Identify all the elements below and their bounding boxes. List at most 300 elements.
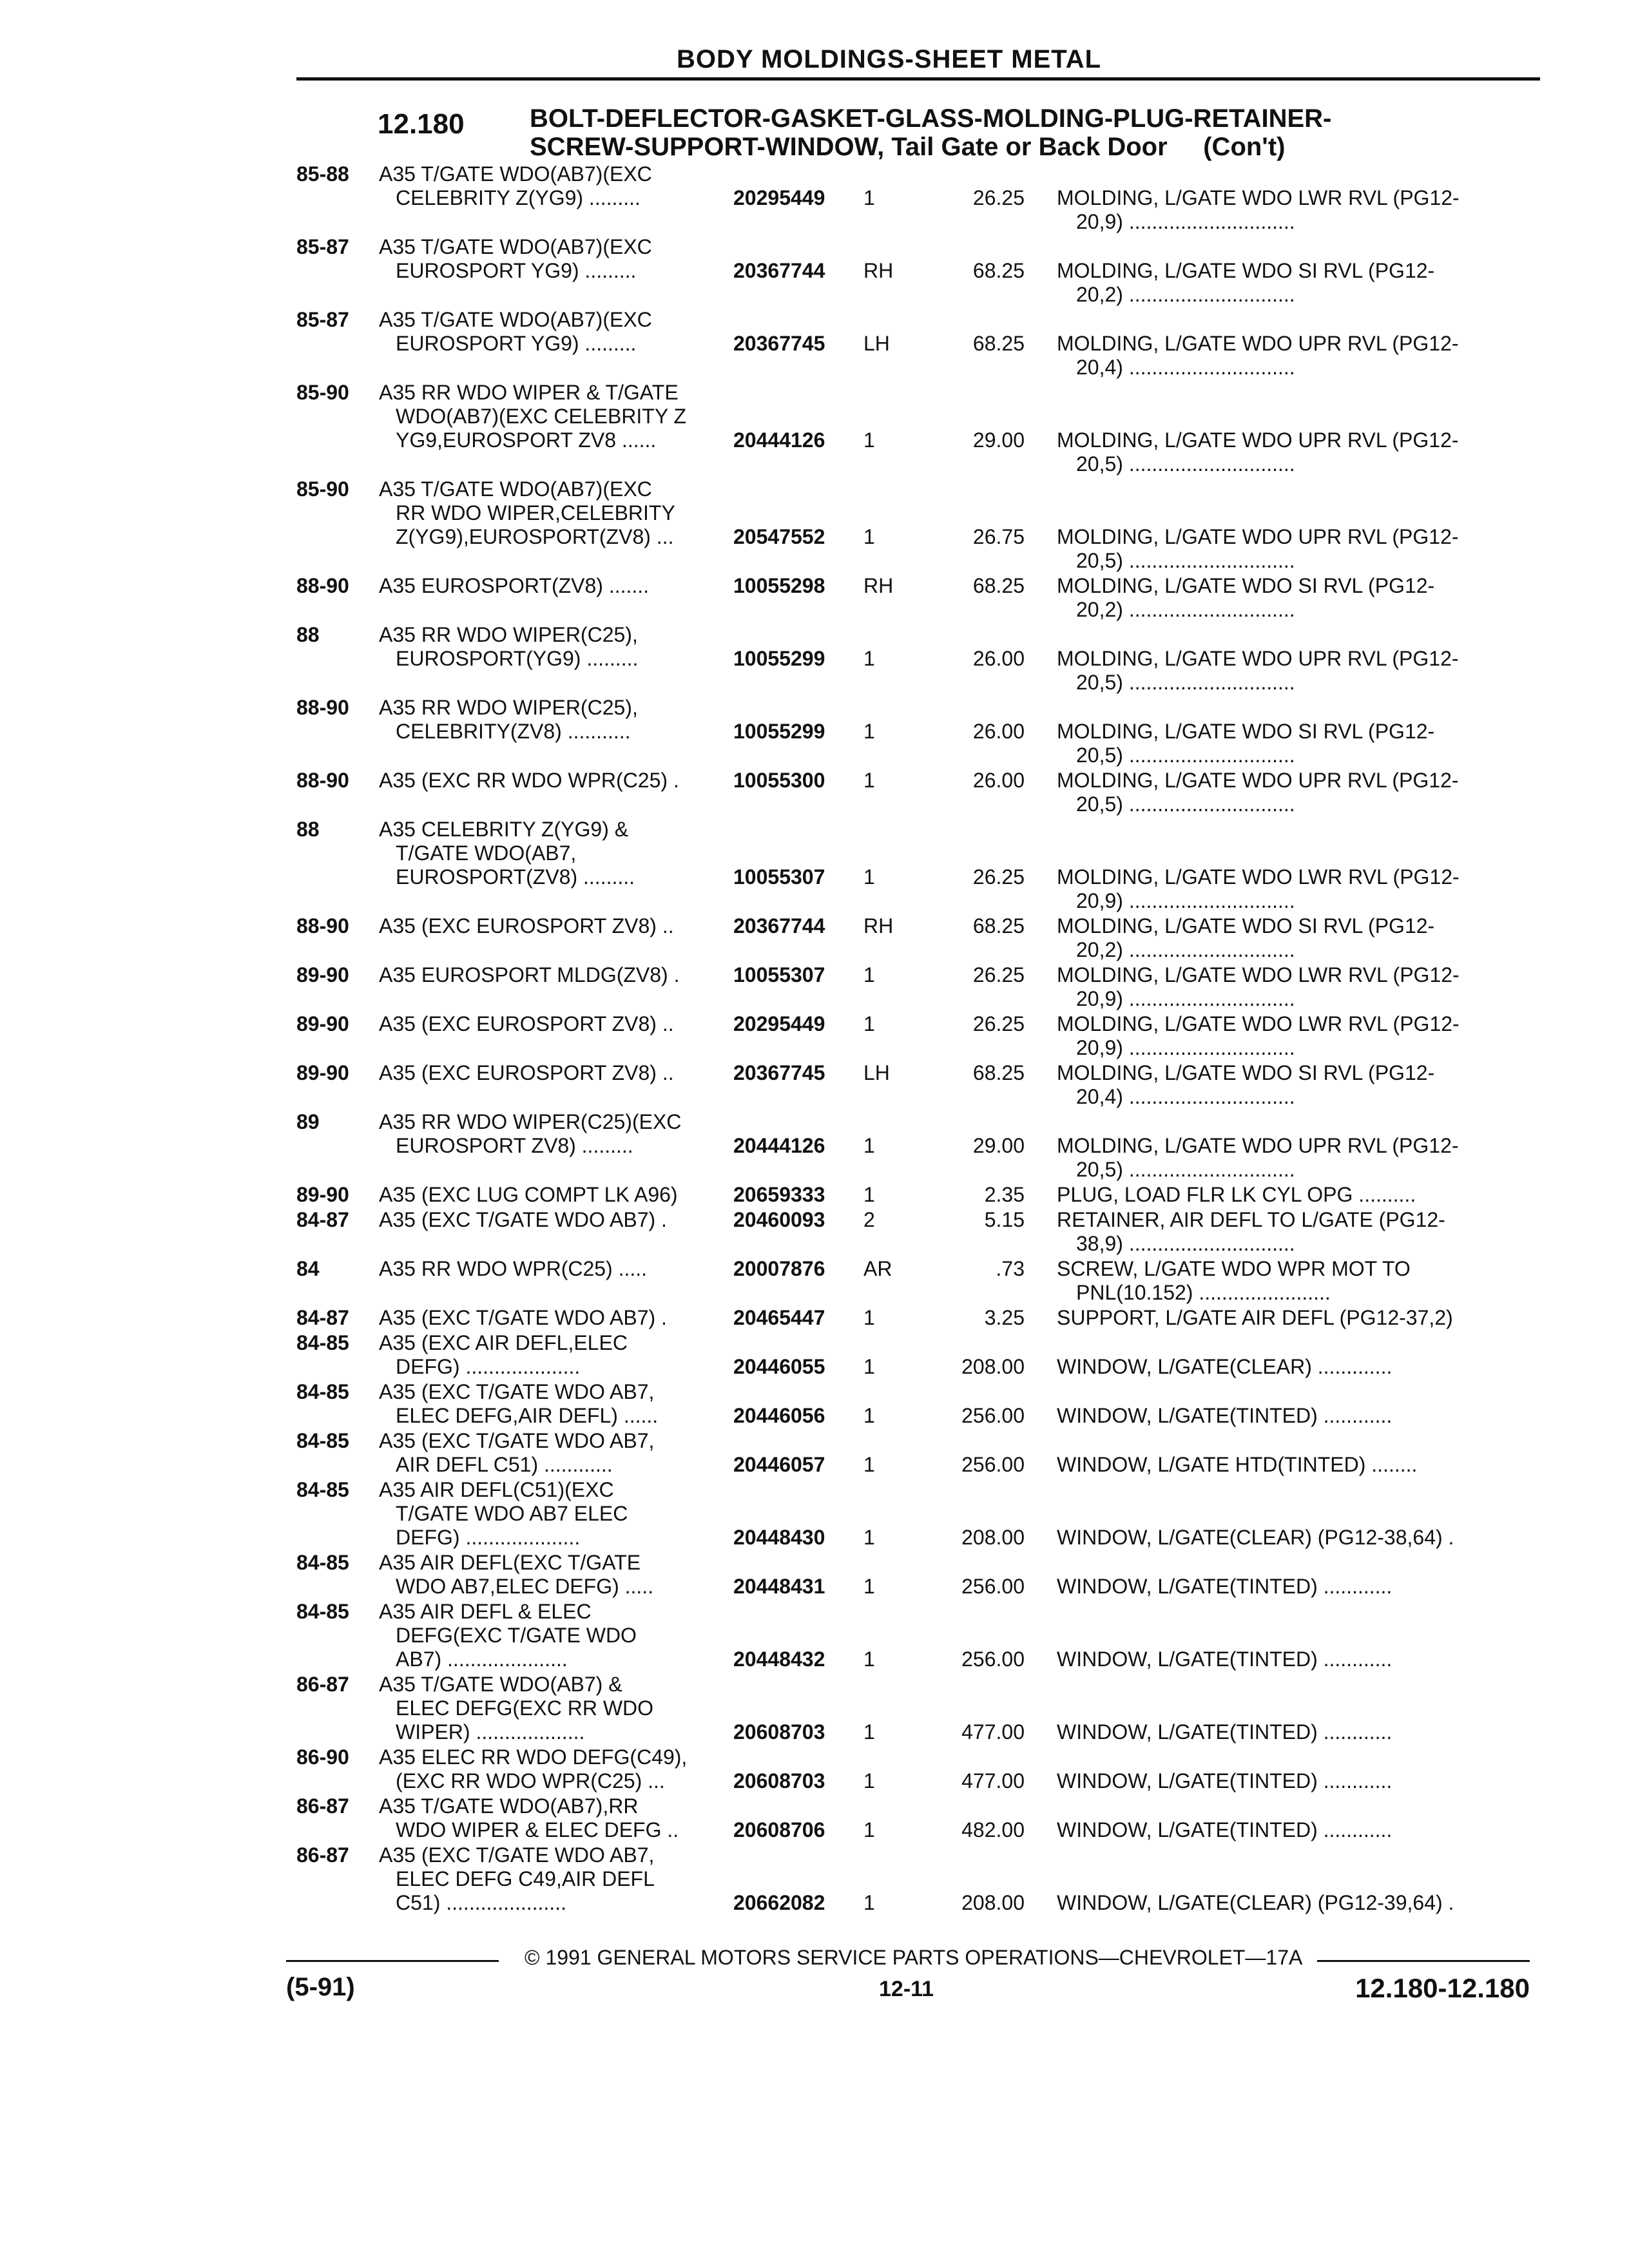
quantity: RH <box>863 259 894 282</box>
description <box>1057 1257 1521 1305</box>
model-years: 86-87 <box>296 1673 349 1696</box>
application-line: CELEBRITY Z(YG9) ......... <box>396 186 641 209</box>
application-line: WDO WIPER & ELEC DEFG .. <box>396 1818 679 1841</box>
model-years: 89-90 <box>296 1012 349 1035</box>
model-years: 88-90 <box>296 769 349 792</box>
description <box>1057 525 1521 573</box>
quantity: 1 <box>863 963 875 986</box>
parts-row <box>0 1478 1629 1551</box>
description-line: SCREW, L/GATE WDO WPR MOT TO <box>1057 1257 1411 1280</box>
price: 26.00 <box>972 769 1025 792</box>
description-line: MOLDING, L/GATE WDO UPR RVL (PG12- <box>1057 428 1459 452</box>
application <box>379 1600 727 1671</box>
model-years: 88-90 <box>296 914 349 937</box>
quantity: RH <box>863 914 894 937</box>
part-number: 20367745 <box>733 332 825 355</box>
parts-row <box>0 1745 1629 1794</box>
application-line: DEFG(EXC T/GATE WDO <box>396 1624 637 1647</box>
quantity: RH <box>863 574 894 597</box>
quantity: 1 <box>863 1769 875 1792</box>
part-number: 20444126 <box>733 1134 825 1157</box>
application-line: A35 RR WDO WIPER(C25), <box>379 623 638 646</box>
footer-copyright: © 1991 GENERAL MOTORS SERVICE PARTS OPERATIONS—CHEVROLET—17A <box>525 1946 1303 1969</box>
description <box>1057 574 1521 622</box>
application-line: A35 T/GATE WDO(AB7)(EXC <box>379 235 652 258</box>
part-number: 20446055 <box>733 1355 825 1378</box>
parts-row <box>0 1257 1629 1306</box>
application <box>379 1061 727 1085</box>
description-line: WINDOW, L/GATE(TINTED) ............ <box>1057 1404 1393 1427</box>
model-years: 89-90 <box>296 1183 349 1206</box>
footer-rule-right <box>1317 1960 1530 1962</box>
application <box>379 1257 727 1281</box>
application-line: EUROSPORT YG9) ......... <box>396 259 637 282</box>
application-line: A35 (EXC T/GATE WDO AB7) . <box>379 1306 667 1329</box>
price: 68.25 <box>972 574 1025 597</box>
price: 477.00 <box>961 1769 1025 1792</box>
part-number: 10055300 <box>733 769 825 792</box>
application <box>379 1331 727 1379</box>
application <box>379 574 727 598</box>
price: 482.00 <box>961 1818 1025 1841</box>
application <box>379 1380 727 1428</box>
description <box>1057 963 1521 1011</box>
application-line: ELEC DEFG(EXC RR WDO <box>396 1696 654 1720</box>
model-years: 84-85 <box>296 1478 349 1501</box>
price: 68.25 <box>972 914 1025 937</box>
part-number: 10055299 <box>733 647 825 670</box>
quantity: 1 <box>863 1720 875 1744</box>
description-line: WINDOW, L/GATE(CLEAR) ............. <box>1057 1355 1393 1378</box>
description-line: MOLDING, L/GATE WDO UPR RVL (PG12- <box>1057 1134 1459 1157</box>
application <box>379 162 727 210</box>
quantity: 1 <box>863 428 875 452</box>
application-line: A35 T/GATE WDO(AB7)(EXC <box>379 162 652 186</box>
description-line: PLUG, LOAD FLR LK CYL OPG .......... <box>1057 1183 1416 1206</box>
footer-section-range: 12.180-12.180 <box>1355 1973 1530 2003</box>
description-line: 20,9) ............................. <box>1076 987 1295 1010</box>
price: 68.25 <box>972 259 1025 282</box>
quantity: 1 <box>863 1526 875 1549</box>
parts-row <box>0 1208 1629 1257</box>
parts-row <box>0 477 1629 574</box>
description <box>1057 1183 1521 1207</box>
parts-row <box>0 1331 1629 1380</box>
description-line: 20,5) ............................. <box>1076 452 1295 476</box>
application <box>379 623 727 671</box>
description <box>1057 1891 1521 1915</box>
application-line: EUROSPORT ZV8) ......... <box>396 1134 633 1157</box>
application-line: A35 RR WDO WPR(C25) ..... <box>379 1257 648 1280</box>
description-line: MOLDING, L/GATE WDO SI RVL (PG12- <box>1057 574 1435 597</box>
part-number: 20448432 <box>733 1648 825 1671</box>
model-years: 88 <box>296 818 320 841</box>
price: 256.00 <box>961 1648 1025 1671</box>
model-years: 85-87 <box>296 235 349 258</box>
application-line: A35 RR WDO WIPER(C25), <box>379 696 638 719</box>
quantity: 1 <box>863 769 875 792</box>
price: 68.25 <box>972 332 1025 355</box>
model-years: 84-85 <box>296 1429 349 1452</box>
description-line: MOLDING, L/GATE WDO UPR RVL (PG12- <box>1057 647 1459 670</box>
description-line: PNL(10.152) ....................... <box>1076 1281 1331 1304</box>
parts-row <box>0 963 1629 1012</box>
quantity: 1 <box>863 1818 875 1841</box>
section-title <box>530 104 1331 161</box>
parts-row <box>0 574 1629 623</box>
parts-row <box>0 1429 1629 1478</box>
quantity: 1 <box>863 1891 875 1914</box>
part-number: 20608703 <box>733 1720 825 1744</box>
quantity: 1 <box>863 1012 875 1035</box>
application-line: CELEBRITY(ZV8) ........... <box>396 720 631 743</box>
description-line: 20,5) ............................. <box>1076 549 1295 572</box>
page-title: BODY MOLDINGS-SHEET METAL <box>677 45 1102 73</box>
model-years: 84-85 <box>296 1551 349 1574</box>
description-line: WINDOW, L/GATE(TINTED) ............ <box>1057 1818 1393 1841</box>
quantity: 1 <box>863 1575 875 1598</box>
parts-row <box>0 1673 1629 1745</box>
price: 26.25 <box>972 1012 1025 1035</box>
part-number: 20007876 <box>733 1257 825 1280</box>
parts-table <box>0 162 1629 1916</box>
application <box>379 477 727 549</box>
price: 68.25 <box>972 1061 1025 1084</box>
part-number: 20444126 <box>733 428 825 452</box>
footer-rule-left <box>286 1960 499 1962</box>
model-years: 89 <box>296 1110 320 1133</box>
part-number: 10055307 <box>733 865 825 889</box>
application-line: A35 (EXC RR WDO WPR(C25) . <box>379 769 679 792</box>
description-line: 20,5) ............................. <box>1076 793 1295 816</box>
description <box>1057 865 1521 913</box>
application-line: WIPER) ................... <box>396 1720 585 1744</box>
parts-row <box>0 696 1629 769</box>
part-number: 20547552 <box>733 525 825 548</box>
part-number: 20608706 <box>733 1818 825 1841</box>
description <box>1057 1575 1521 1599</box>
application-line: (EXC RR WDO WPR(C25) ... <box>396 1769 665 1792</box>
description-line: MOLDING, L/GATE WDO SI RVL (PG12- <box>1057 1061 1435 1084</box>
application-line: A35 T/GATE WDO(AB7)(EXC <box>379 477 652 501</box>
description <box>1057 1526 1521 1550</box>
application-line: A35 (EXC T/GATE WDO AB7, <box>379 1429 655 1452</box>
description <box>1057 1306 1521 1330</box>
application-line: ELEC DEFG,AIR DEFL) ...... <box>396 1404 659 1427</box>
description-line: 20,4) ............................. <box>1076 356 1295 379</box>
price: 256.00 <box>961 1404 1025 1427</box>
description <box>1057 259 1521 307</box>
description-line: 20,5) ............................. <box>1076 744 1295 767</box>
description <box>1057 914 1521 962</box>
application-line: A35 RR WDO WIPER(C25)(EXC <box>379 1110 682 1133</box>
quantity: 1 <box>863 1404 875 1427</box>
parts-row <box>0 1551 1629 1600</box>
parts-row <box>0 1061 1629 1110</box>
description <box>1057 1208 1521 1256</box>
application <box>379 1183 727 1207</box>
application-line: Z(YG9),EUROSPORT(ZV8) ... <box>396 525 674 548</box>
description <box>1057 1012 1521 1060</box>
description-line: MOLDING, L/GATE WDO LWR RVL (PG12- <box>1057 963 1460 986</box>
quantity: 1 <box>863 865 875 889</box>
application <box>379 1551 727 1599</box>
description-line: 20,5) ............................. <box>1076 671 1295 694</box>
description-line: MOLDING, L/GATE WDO SI RVL (PG12- <box>1057 914 1435 937</box>
description-line: 20,5) ............................. <box>1076 1158 1295 1181</box>
model-years: 86-87 <box>296 1794 349 1818</box>
application-line: A35 AIR DEFL & ELEC <box>379 1600 592 1623</box>
price: 256.00 <box>961 1453 1025 1476</box>
price: 208.00 <box>961 1526 1025 1549</box>
application-line: A35 (EXC EUROSPORT ZV8) .. <box>379 914 674 937</box>
description <box>1057 332 1521 380</box>
description-line: WINDOW, L/GATE(TINTED) ............ <box>1057 1648 1393 1671</box>
description <box>1057 1134 1521 1182</box>
application-line: A35 T/GATE WDO(AB7)(EXC <box>379 308 652 331</box>
application <box>379 381 727 452</box>
price: 5.15 <box>984 1208 1025 1231</box>
description-line: RETAINER, AIR DEFL TO L/GATE (PG12- <box>1057 1208 1445 1231</box>
application <box>379 1208 727 1232</box>
application <box>379 1306 727 1330</box>
quantity: 2 <box>863 1208 875 1231</box>
application-line: A35 ELEC RR WDO DEFG(C49), <box>379 1745 688 1769</box>
application-line: A35 (EXC EUROSPORT ZV8) .. <box>379 1061 674 1084</box>
footer-date: (5-91) <box>286 1973 355 2001</box>
model-years: 84 <box>296 1257 320 1280</box>
description-line: 20,9) ............................. <box>1076 889 1295 912</box>
model-years: 85-87 <box>296 308 349 331</box>
price: 26.00 <box>972 720 1025 743</box>
application <box>379 1745 727 1793</box>
application <box>379 308 727 356</box>
model-years: 85-88 <box>296 162 349 186</box>
model-years: 86-90 <box>296 1745 349 1769</box>
model-years: 89-90 <box>296 1061 349 1084</box>
application <box>379 1673 727 1744</box>
part-number: 20608703 <box>733 1769 825 1792</box>
description <box>1057 1769 1521 1793</box>
quantity: 1 <box>863 1453 875 1476</box>
model-years: 84-87 <box>296 1208 349 1231</box>
quantity: 1 <box>863 1355 875 1378</box>
quantity: 1 <box>863 1183 875 1206</box>
quantity: 1 <box>863 720 875 743</box>
application-line: WDO(AB7)(EXC CELEBRITY Z <box>396 405 687 428</box>
description-line: WINDOW, L/GATE(TINTED) ............ <box>1057 1575 1393 1598</box>
quantity: 1 <box>863 186 875 209</box>
model-years: 86-87 <box>296 1843 349 1867</box>
application-line: WDO AB7,ELEC DEFG) ..... <box>396 1575 654 1598</box>
model-years: 89-90 <box>296 963 349 986</box>
description-line: WINDOW, L/GATE HTD(TINTED) ........ <box>1057 1453 1418 1476</box>
application-line: A35 T/GATE WDO(AB7) & <box>379 1673 622 1696</box>
price: 26.00 <box>972 647 1025 670</box>
parts-row <box>0 1843 1629 1916</box>
description <box>1057 186 1521 234</box>
application-line: C51) ..................... <box>396 1891 566 1914</box>
description-line: MOLDING, L/GATE WDO SI RVL (PG12- <box>1057 259 1435 282</box>
price: .73 <box>996 1257 1025 1280</box>
application-line: EUROSPORT(YG9) ......... <box>396 647 639 670</box>
description <box>1057 647 1521 695</box>
description <box>1057 1404 1521 1428</box>
section-title-line-2: SCREW-SUPPORT-WINDOW, Tail Gate or Back Door (Con't) <box>530 133 1286 161</box>
part-number: 20295449 <box>733 1012 825 1035</box>
description-line: WINDOW, L/GATE(TINTED) ............ <box>1057 1769 1393 1792</box>
description-line: 38,9) ............................. <box>1076 1232 1295 1255</box>
part-number: 20465447 <box>733 1306 825 1329</box>
application-line: A35 RR WDO WIPER & T/GATE <box>379 381 679 404</box>
description-line: 20,9) ............................. <box>1076 210 1295 233</box>
part-number: 20367744 <box>733 914 825 937</box>
part-number: 20367744 <box>733 259 825 282</box>
parts-row <box>0 1600 1629 1673</box>
description-line: MOLDING, L/GATE WDO UPR RVL (PG12- <box>1057 525 1459 548</box>
application-line: A35 (EXC LUG COMPT LK A96) <box>379 1183 678 1206</box>
price: 208.00 <box>961 1891 1025 1914</box>
description <box>1057 1453 1521 1477</box>
application <box>379 1429 727 1477</box>
footer-page-number: 12-11 <box>879 1977 934 2001</box>
description-line: 20,2) ............................. <box>1076 938 1295 961</box>
price: 3.25 <box>984 1306 1025 1329</box>
quantity: LH <box>863 1061 890 1084</box>
description-line: WINDOW, L/GATE(CLEAR) (PG12-38,64) . <box>1057 1526 1454 1549</box>
part-number: 20659333 <box>733 1183 825 1206</box>
header-rule <box>296 77 1540 81</box>
description <box>1057 720 1521 767</box>
application-line: ELEC DEFG C49,AIR DEFL <box>396 1867 655 1890</box>
application-line: AB7) ..................... <box>396 1648 568 1671</box>
parts-row <box>0 1794 1629 1843</box>
part-number: 20448431 <box>733 1575 825 1598</box>
part-number: 10055307 <box>733 963 825 986</box>
application-line: A35 AIR DEFL(EXC T/GATE <box>379 1551 641 1574</box>
description-line: MOLDING, L/GATE WDO UPR RVL (PG12- <box>1057 332 1459 355</box>
part-number: 20448430 <box>733 1526 825 1549</box>
application-line: A35 EUROSPORT MLDG(ZV8) . <box>379 963 680 986</box>
application-line: YG9,EUROSPORT ZV8 ...... <box>396 428 657 452</box>
quantity: 1 <box>863 1648 875 1671</box>
parts-row <box>0 818 1629 914</box>
application-line: AIR DEFL C51) ............ <box>396 1453 613 1476</box>
application-line: A35 (EXC T/GATE WDO AB7, <box>379 1843 655 1867</box>
price: 26.25 <box>972 186 1025 209</box>
model-years: 85-90 <box>296 477 349 501</box>
parts-row <box>0 623 1629 696</box>
application <box>379 1794 727 1842</box>
model-years: 88 <box>296 623 320 646</box>
application-line: A35 AIR DEFL(C51)(EXC <box>379 1478 614 1501</box>
model-years: 84-85 <box>296 1331 349 1354</box>
part-number: 20446056 <box>733 1404 825 1427</box>
part-number: 20460093 <box>733 1208 825 1231</box>
description-line: WINDOW, L/GATE(TINTED) ............ <box>1057 1720 1393 1744</box>
application-line: A35 (EXC T/GATE WDO AB7, <box>379 1380 655 1403</box>
description <box>1057 1355 1521 1379</box>
application-line: EUROSPORT YG9) ......... <box>396 332 637 355</box>
part-number: 20662082 <box>733 1891 825 1914</box>
application <box>379 914 727 938</box>
parts-row <box>0 1110 1629 1183</box>
description <box>1057 1648 1521 1671</box>
model-years: 88-90 <box>296 574 349 597</box>
quantity: LH <box>863 332 890 355</box>
parts-row <box>0 1012 1629 1061</box>
parts-row <box>0 769 1629 818</box>
quantity: 1 <box>863 1134 875 1157</box>
description <box>1057 1061 1521 1109</box>
application <box>379 963 727 987</box>
application-line: T/GATE WDO(AB7, <box>396 841 577 865</box>
description-line: MOLDING, L/GATE WDO UPR RVL (PG12- <box>1057 769 1459 792</box>
parts-row <box>0 308 1629 381</box>
price: 26.75 <box>972 525 1025 548</box>
quantity: AR <box>863 1257 892 1280</box>
model-years: 84-85 <box>296 1600 349 1623</box>
application-line: RR WDO WIPER,CELEBRITY <box>396 501 675 524</box>
price: 208.00 <box>961 1355 1025 1378</box>
section-number: 12.180 <box>378 108 465 140</box>
part-number: 20295449 <box>733 186 825 209</box>
quantity: 1 <box>863 1306 875 1329</box>
application <box>379 235 727 283</box>
description-line: 20,9) ............................. <box>1076 1036 1295 1059</box>
application-line: A35 (EXC AIR DEFL,ELEC <box>379 1331 628 1354</box>
price: 477.00 <box>961 1720 1025 1744</box>
description-line: MOLDING, L/GATE WDO LWR RVL (PG12- <box>1057 1012 1460 1035</box>
application-line: A35 CELEBRITY Z(YG9) & <box>379 818 629 841</box>
description <box>1057 769 1521 816</box>
application-line: A35 (EXC EUROSPORT ZV8) .. <box>379 1012 674 1035</box>
price: 29.00 <box>972 1134 1025 1157</box>
application <box>379 1012 727 1036</box>
application <box>379 1110 727 1158</box>
description-line: WINDOW, L/GATE(CLEAR) (PG12-39,64) . <box>1057 1891 1454 1914</box>
description <box>1057 428 1521 476</box>
price: 256.00 <box>961 1575 1025 1598</box>
description-line: MOLDING, L/GATE WDO SI RVL (PG12- <box>1057 720 1435 743</box>
application-line: DEFG) .................... <box>396 1526 581 1549</box>
description <box>1057 1818 1521 1842</box>
quantity: 1 <box>863 647 875 670</box>
price: 26.25 <box>972 963 1025 986</box>
parts-row <box>0 162 1629 235</box>
quantity: 1 <box>863 525 875 548</box>
section-title-line-1: BOLT-DEFLECTOR-GASKET-GLASS-MOLDING-PLUG-RETAINER- <box>530 104 1332 133</box>
description-line: 20,2) ............................. <box>1076 598 1295 621</box>
application-line: A35 T/GATE WDO(AB7),RR <box>379 1794 639 1818</box>
parts-row <box>0 1183 1629 1208</box>
application-line: EUROSPORT(ZV8) ......... <box>396 865 635 889</box>
application <box>379 1478 727 1550</box>
model-years: 84-87 <box>296 1306 349 1329</box>
part-number: 10055299 <box>733 720 825 743</box>
description-line: 20,2) ............................. <box>1076 283 1295 306</box>
price: 26.25 <box>972 865 1025 889</box>
description <box>1057 1720 1521 1744</box>
application <box>379 769 727 793</box>
parts-row <box>0 914 1629 963</box>
parts-row <box>0 381 1629 477</box>
part-number: 20446057 <box>733 1453 825 1476</box>
price: 29.00 <box>972 428 1025 452</box>
application <box>379 696 727 744</box>
application-line: A35 (EXC T/GATE WDO AB7) . <box>379 1208 667 1231</box>
description-line: 20,4) ............................. <box>1076 1085 1295 1108</box>
